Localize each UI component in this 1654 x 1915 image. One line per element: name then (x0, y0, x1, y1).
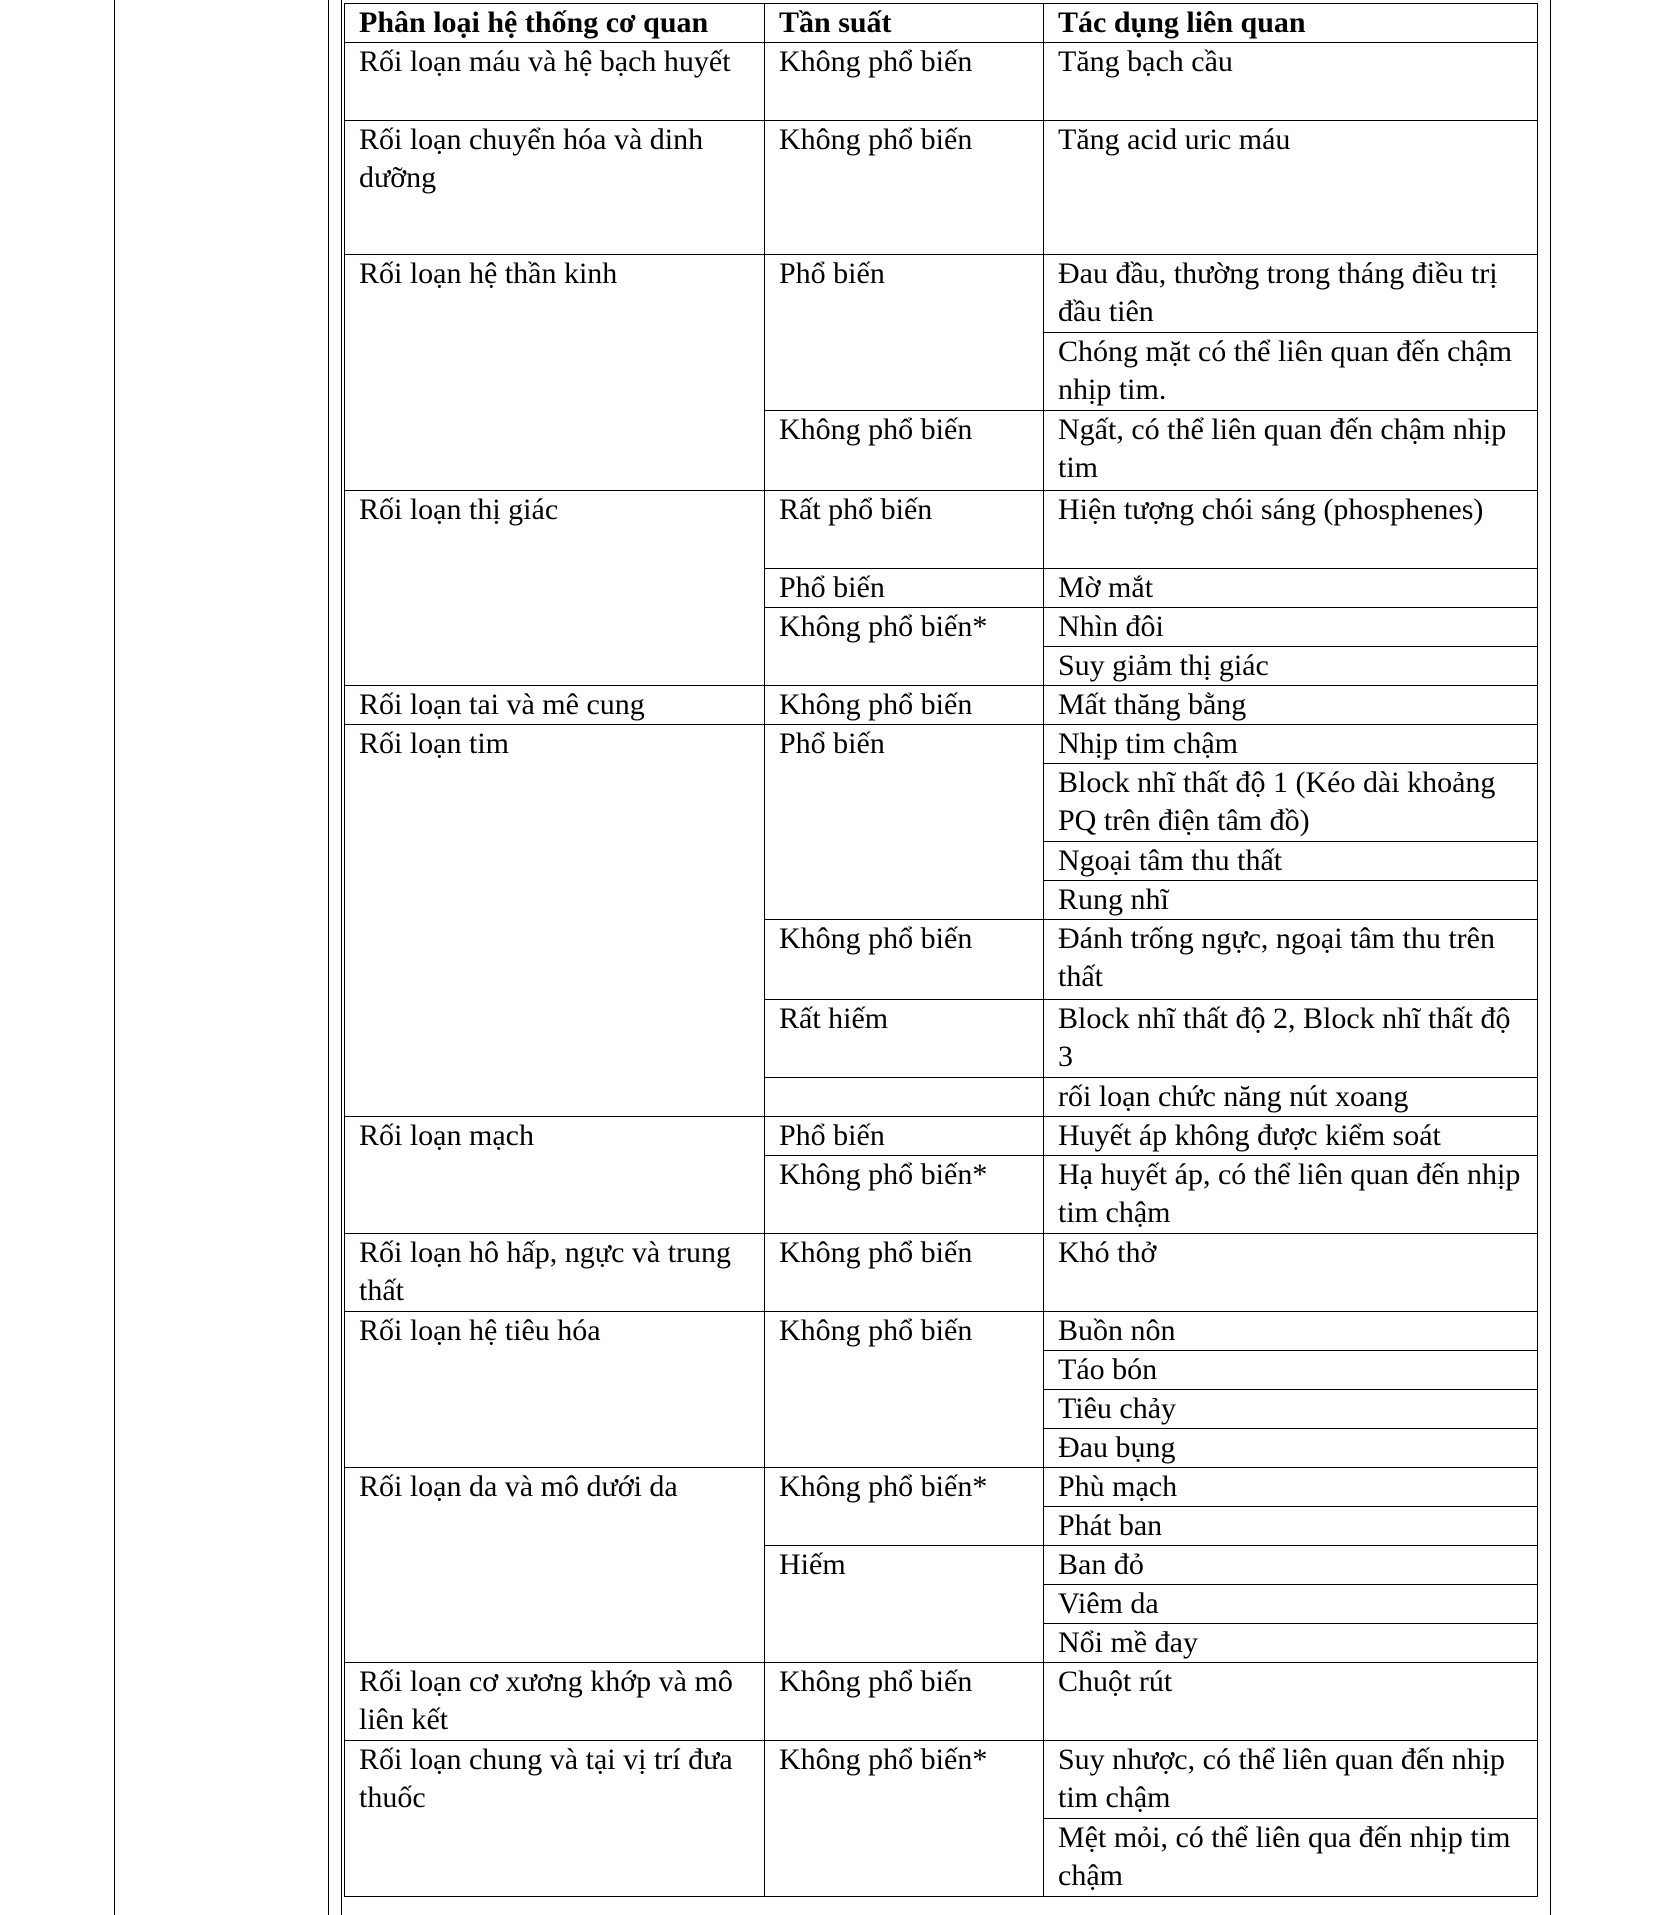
effect-cell: Rung nhĩ (1044, 881, 1538, 920)
table-row (345, 1741, 1538, 1819)
frequency-cell: Phổ biến (765, 1117, 1044, 1156)
frequency-cell: Không phổ biến (765, 920, 1044, 1000)
table-row (345, 1312, 1538, 1351)
frequency-cell: Rất phổ biến (765, 491, 1044, 569)
page-frame-left-line (114, 0, 115, 1915)
system-cell: Rối loạn cơ xương khớp và mô liên kết (345, 1663, 765, 1741)
table-row (345, 686, 1538, 725)
effect-cell: Tăng acid uric máu (1044, 121, 1538, 255)
effect-cell: Táo bón (1044, 1351, 1538, 1390)
header-system: Phân loại hệ thống cơ quan (345, 4, 765, 43)
table-row (345, 1468, 1538, 1507)
adverse-reactions-table (344, 3, 1538, 1897)
header-effect: Tác dụng liên quan (1044, 4, 1538, 43)
effect-cell: Suy nhược, có thể liên quan đến nhịp tim chậm (1044, 1741, 1538, 1819)
frequency-cell: Không phổ biến (765, 121, 1044, 255)
table-row (345, 1117, 1538, 1156)
effect-cell: Nổi mề đay (1044, 1624, 1538, 1663)
effect-cell: Tiêu chảy (1044, 1390, 1538, 1429)
effect-cell: Block nhĩ thất độ 2, Block nhĩ thất độ 3 (1044, 1000, 1538, 1078)
system-cell: Rối loạn mạch (345, 1117, 765, 1234)
system-cell: Rối loạn tim (345, 725, 765, 1117)
effect-cell: Ban đỏ (1044, 1546, 1538, 1585)
frequency-cell: Không phổ biến (765, 1234, 1044, 1312)
effect-cell: Đau đầu, thường trong tháng điều trị đầu tiên (1044, 255, 1538, 333)
effect-cell: Hạ huyết áp, có thể liên quan đến nhịp tim chậm (1044, 1156, 1538, 1234)
effect-cell: Ngất, có thể liên quan đến chậm nhịp tim (1044, 411, 1538, 491)
effect-cell: Nhìn đôi (1044, 608, 1538, 647)
effect-cell: Block nhĩ thất độ 1 (Kéo dài khoảng PQ trên điện tâm đồ) (1044, 764, 1538, 842)
effect-cell: Suy giảm thị giác (1044, 647, 1538, 686)
effect-cell: Đau bụng (1044, 1429, 1538, 1468)
effect-cell: Mờ mắt (1044, 569, 1538, 608)
system-cell: Rối loạn chuyển hóa và dinh dưỡng (345, 121, 765, 255)
table-row (345, 725, 1538, 764)
effect-cell: Phù mạch (1044, 1468, 1538, 1507)
frequency-cell: Phổ biến (765, 725, 1044, 920)
effect-cell: Nhịp tim chậm (1044, 725, 1538, 764)
system-cell: Rối loạn hệ tiêu hóa (345, 1312, 765, 1468)
table-header-row (345, 4, 1538, 43)
effect-cell: Mệt mỏi, có thể liên qua đến nhịp tim chậm (1044, 1819, 1538, 1897)
table-row (345, 1234, 1538, 1312)
effect-cell: Buồn nôn (1044, 1312, 1538, 1351)
effect-cell: Huyết áp không được kiểm soát (1044, 1117, 1538, 1156)
page-frame-inner-line (328, 0, 329, 1915)
effect-cell: Tăng bạch cầu (1044, 43, 1538, 121)
table-row (345, 43, 1538, 121)
effect-cell: rối loạn chức năng nút xoang (1044, 1078, 1538, 1117)
frequency-cell: Không phổ biến* (765, 608, 1044, 686)
frequency-cell: Hiếm (765, 1546, 1044, 1663)
frequency-cell: Rất hiếm (765, 1000, 1044, 1078)
effect-cell: Ngoại tâm thu thất (1044, 842, 1538, 881)
system-cell: Rối loạn máu và hệ bạch huyết (345, 43, 765, 121)
effect-cell: Chóng mặt có thể liên quan đến chậm nhịp tim. (1044, 333, 1538, 411)
effect-cell: Đánh trống ngực, ngoại tâm thu trên thất (1044, 920, 1538, 1000)
effect-cell: Chuột rút (1044, 1663, 1538, 1741)
system-cell: Rối loạn da và mô dưới da (345, 1468, 765, 1663)
table-row (345, 255, 1538, 333)
frequency-cell: Không phổ biến* (765, 1156, 1044, 1234)
frequency-cell: Phổ biến (765, 569, 1044, 608)
system-cell: Rối loạn hô hấp, ngực và trung thất (345, 1234, 765, 1312)
effect-cell: Mất thăng bằng (1044, 686, 1538, 725)
frequency-cell: Không phổ biến (765, 411, 1044, 491)
table-row (345, 1663, 1538, 1741)
system-cell: Rối loạn chung và tại vị trí đưa thuốc (345, 1741, 765, 1897)
frequency-cell: Không phổ biến (765, 43, 1044, 121)
page-frame-inner-line-2 (341, 0, 342, 1915)
frequency-cell: Không phổ biến (765, 1312, 1044, 1468)
frequency-cell (765, 1078, 1044, 1117)
table-row (345, 491, 1538, 569)
header-frequency: Tần suất (765, 4, 1044, 43)
frequency-cell: Không phổ biến (765, 686, 1044, 725)
system-cell: Rối loạn hệ thần kinh (345, 255, 765, 491)
effect-cell: Phát ban (1044, 1507, 1538, 1546)
table-row (345, 121, 1538, 255)
system-cell: Rối loạn thị giác (345, 491, 765, 686)
effect-cell: Viêm da (1044, 1585, 1538, 1624)
page-frame-right-line (1550, 0, 1551, 1915)
effect-cell: Khó thở (1044, 1234, 1538, 1312)
frequency-cell: Phổ biến (765, 255, 1044, 411)
frequency-cell: Không phổ biến (765, 1663, 1044, 1741)
frequency-cell: Không phổ biến* (765, 1468, 1044, 1546)
effect-cell: Hiện tượng chói sáng (phosphenes) (1044, 491, 1538, 569)
frequency-cell: Không phổ biến* (765, 1741, 1044, 1897)
system-cell: Rối loạn tai và mê cung (345, 686, 765, 725)
